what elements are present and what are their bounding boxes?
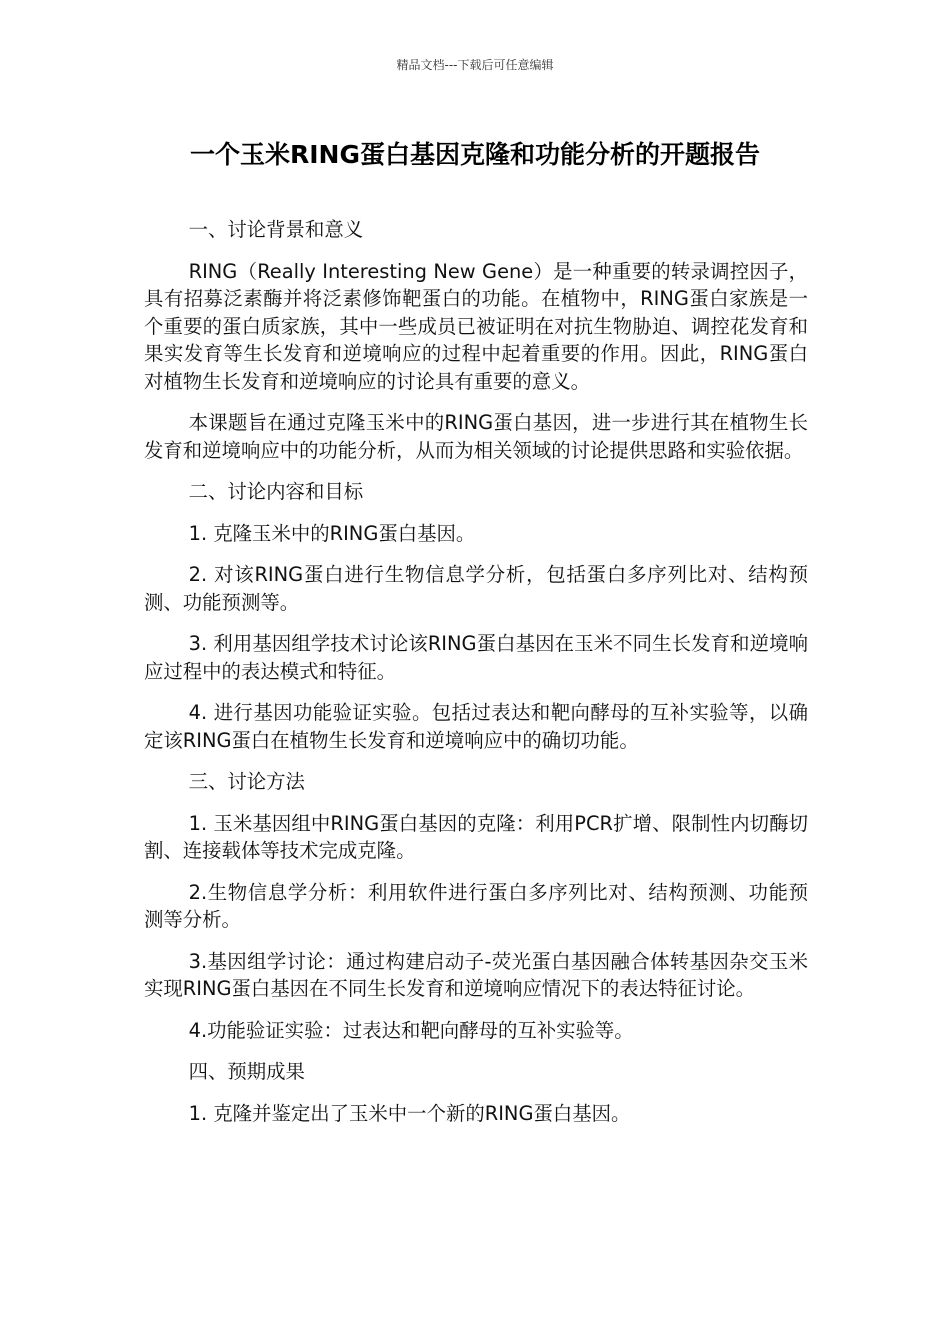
- page-header: 精品文档---下载后可任意编辑: [396, 58, 554, 72]
- list-item-method-3: 3.基因组学讨论：通过构建启动子-荧光蛋白基因融合体转基因杂交玉米实现RING蛋白基因在不同生长发育和逆境响应情况下的表达特征讨论。: [144, 949, 808, 1000]
- section-heading-background: 一、讨论背景和意义: [188, 218, 364, 241]
- list-item-result-1: 1. 克隆并鉴定出了玉米中一个新的RING蛋白基因。: [188, 1101, 631, 1125]
- section-heading-content: 二、讨论内容和目标: [188, 480, 364, 503]
- document-body: [144, 216, 808, 1141]
- list-item-content-1: 1. 克隆玉米中的RING蛋白基因。: [188, 521, 476, 545]
- section-heading-results: 四、预期成果: [188, 1060, 305, 1083]
- paragraph-purpose: 本课题旨在通过克隆玉米中的RING蛋白基因，进一步进行其在植物生长发育和逆境响应中的功能分析，从而为相关领域的讨论提供思路和实验依据。: [144, 411, 808, 462]
- paragraph-background: RING（Really Interesting New Gene）是一种重要的转录调控因子，具有招募泛素酶并将泛素修饰靶蛋白的功能。在植物中，RING蛋白家族是一个重要的蛋白质家族，其中一些成员已被证明在对抗生物胁迫、调控花发育和果实发育等生长发育和逆境响应的过程中起着重要的作用。因此，RING蛋白对植物生长发育和逆境响应的讨论具有重要的意义。: [144, 259, 808, 393]
- list-item-content-2: 2. 对该RING蛋白进行生物信息学分析，包括蛋白多序列比对、结构预测、功能预测等。: [144, 563, 808, 614]
- list-item-content-3: 3. 利用基因组学技术讨论该RING蛋白基因在玉米不同生长发育和逆境响应过程中的表达模式和特征。: [144, 632, 808, 683]
- list-item-method-2: 2.生物信息学分析：利用软件进行蛋白多序列比对、结构预测、功能预测等分析。: [144, 880, 808, 931]
- list-item-content-4: 4. 进行基因功能验证实验。包括过表达和靶向酵母的互补实验等，以确定该RING蛋白在植物生长发育和逆境响应中的确切功能。: [144, 701, 808, 752]
- list-item-method-4: 4.功能验证实验：过表达和靶向酵母的互补实验等。: [188, 1018, 634, 1042]
- document-title: 一个玉米RING蛋白基因克隆和功能分析的开题报告: [190, 140, 760, 169]
- section-heading-methods: 三、讨论方法: [188, 770, 305, 793]
- list-item-method-1: 1. 玉米基因组中RING蛋白基因的克隆：利用PCR扩增、限制性内切酶切割、连接载体等技术完成克隆。: [144, 811, 808, 862]
